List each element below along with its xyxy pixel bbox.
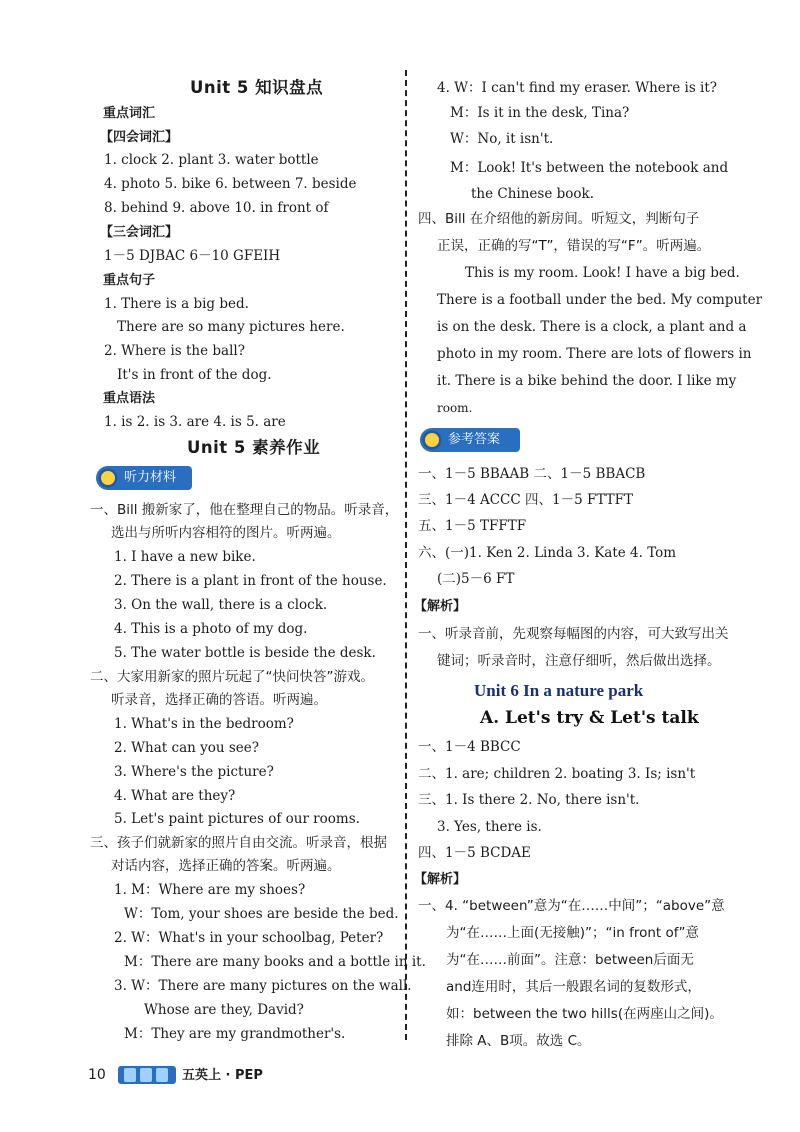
passage-line: it. There is a bike behind the door. I like my <box>437 373 737 389</box>
answer-line: 一、1－5 BBAAB 二、1－5 BBACB <box>418 466 646 482</box>
three-vocab-answers: 1－5 DJBAC 6－10 GFEIH <box>104 248 281 264</box>
q1-item: 5. The water bottle is beside the desk. <box>114 645 376 661</box>
question-2-line: 二、大家用新家的照片玩起了“快问快答”游戏。 <box>90 669 374 685</box>
unit5-knowledge-title: Unit 5 知识盘点 <box>190 78 324 97</box>
unit5-homework-title: Unit 5 素养作业 <box>187 438 321 457</box>
dialogue-line: 1. M：Where are my shoes? <box>114 882 306 898</box>
answer-line: 五、1－5 TFFTF <box>418 518 527 534</box>
unit6-answer-line: 一、1－4 BBCC <box>418 739 521 755</box>
passage-line: is on the desk. There is a clock, a plant and a <box>437 319 747 335</box>
vocab-line: 4. photo 5. bike 6. between 7. beside <box>104 176 357 192</box>
key-grammar-heading: 重点语法 <box>103 391 156 406</box>
analysis-tag: 【解析】 <box>414 599 467 614</box>
q2-item: 5. Let's paint pictures of our rooms. <box>114 811 360 827</box>
sentence-line: There are so many pictures here. <box>117 319 345 335</box>
analysis-line: 一、4. “between”意为“在……中间”；“above”意 <box>418 898 725 914</box>
series-logo <box>118 1066 176 1084</box>
three-skill-vocab-tag: 【三会词汇】 <box>100 225 179 240</box>
passage-line: This is my room. Look! I have a big bed. <box>465 265 740 281</box>
analysis-tag: 【解析】 <box>414 872 467 887</box>
listening-material-badge: 听力材料 <box>96 466 192 490</box>
dialogue-line: 2. W：What's in your schoolbag, Peter? <box>114 930 384 946</box>
dialogue-line: W：No, it isn't. <box>450 131 554 147</box>
unit6-title: Unit 6 In a nature park <box>474 681 644 700</box>
dialogue-line: Whose are they, David? <box>144 1002 304 1018</box>
page-number: 10 <box>88 1067 106 1083</box>
sentence-line: 2. Where is the ball? <box>104 343 245 359</box>
analysis-line: 排除 A、B项。故选 C。 <box>446 1033 591 1049</box>
unit6-answer-line: 3. Yes, there is. <box>437 819 542 835</box>
unit6-answer-line: 三、1. Is there 2. No, there isn't. <box>418 792 640 808</box>
reference-answer-badge: 参考答案 <box>420 428 520 452</box>
analysis-line: and连用时，其后一般跟名词的复数形式， <box>446 979 701 995</box>
vocab-line: 8. behind 9. above 10. in front of <box>104 200 329 216</box>
dialogue-line: W：Tom, your shoes are beside the bed. <box>124 906 399 922</box>
grade-label: 五英上 · PEP <box>182 1068 263 1083</box>
dialogue-line: M：Look! It's between the notebook and <box>450 160 729 176</box>
key-sentences-heading: 重点句子 <box>103 273 156 288</box>
q1-item: 2. There is a plant in front of the house. <box>114 573 387 589</box>
q2-item: 3. Where's the picture? <box>114 764 274 780</box>
headphone-icon <box>98 468 118 488</box>
sentence-line: 1. There is a big bed. <box>104 296 249 312</box>
passage-line: There is a football under the bed. My computer <box>437 292 763 308</box>
four-skill-vocab-tag: 【四会词汇】 <box>100 130 179 145</box>
question-4-line: 四、Bill 在介绍他的新房间。听短文，判断句子 <box>418 211 700 227</box>
q1-item: 3. On the wall, there is a clock. <box>114 597 328 613</box>
question-1-line: 选出与所听内容相符的图片。听两遍。 <box>111 525 341 541</box>
dialogue-line: 3. W：There are many pictures on the wall. <box>114 978 412 994</box>
q2-item: 1. What's in the bedroom? <box>114 716 294 732</box>
dialogue-line: M：Is it in the desk, Tina? <box>450 105 630 121</box>
unit6-answer-line: 二、1. are; children 2. boating 3. Is; isn't <box>418 766 696 782</box>
answer-line: 三、1－4 ACCC 四、1－5 FTTFT <box>418 492 633 508</box>
q1-item: 1. I have a new bike. <box>114 549 256 565</box>
analysis-line: 为“在……前面”。注意：between后面无 <box>446 952 694 968</box>
q2-item: 4. What are they? <box>114 788 236 804</box>
grammar-answers: 1. is 2. is 3. are 4. is 5. are <box>104 414 286 430</box>
answer-icon <box>422 430 442 450</box>
question-3-line: 三、孩子们就新家的照片自由交流。听录音，根据 <box>90 835 387 851</box>
analysis-line: 如：between the two hills(在两座山之间)。 <box>446 1006 723 1022</box>
question-2-line: 听录音，选择正确的答语。听两遍。 <box>111 692 327 708</box>
dialogue-line: M：They are my grandmother's. <box>124 1026 346 1042</box>
key-vocab-heading: 重点词汇 <box>103 106 156 121</box>
question-4-line: 正误，正确的写“T”，错误的写“F”。听两遍。 <box>437 238 711 254</box>
question-1-line: 一、Bill 搬新家了，他在整理自己的物品。听录音， <box>90 502 399 518</box>
unit6-answer-line: 四、1－5 BCDAE <box>418 845 531 861</box>
vocab-line: 1. clock 2. plant 3. water bottle <box>104 152 319 168</box>
answer-line: (二)5－6 FT <box>437 571 515 587</box>
dialogue-line: the Chinese book. <box>471 186 595 202</box>
column-divider <box>405 70 407 1040</box>
passage-line: room. <box>437 401 473 415</box>
dialogue-line: M：There are many books and a bottle in it. <box>124 954 426 970</box>
answer-line: 六、(一)1. Ken 2. Linda 3. Kate 4. Tom <box>418 545 677 561</box>
q2-item: 2. What can you see? <box>114 740 259 756</box>
analysis-line: 一、听录音前，先观察每幅图的内容，可大致写出关 <box>418 626 729 642</box>
sentence-line: It's in front of the dog. <box>117 367 272 383</box>
q1-item: 4. This is a photo of my dog. <box>114 621 308 637</box>
question-3-line: 对话内容，选择正确的答案。听两遍。 <box>111 858 341 874</box>
analysis-line: 键词；听录音时，注意仔细听，然后做出选择。 <box>437 653 721 669</box>
dialogue-line: 4. W：I can't find my eraser. Where is it? <box>437 80 718 96</box>
analysis-line: 为“在……上面(无接触)”；“in front of”意 <box>446 925 700 941</box>
unit6-subtitle: A. Let's try & Let's talk <box>480 708 699 728</box>
passage-line: photo in my room. There are lots of flowers in <box>437 346 752 362</box>
